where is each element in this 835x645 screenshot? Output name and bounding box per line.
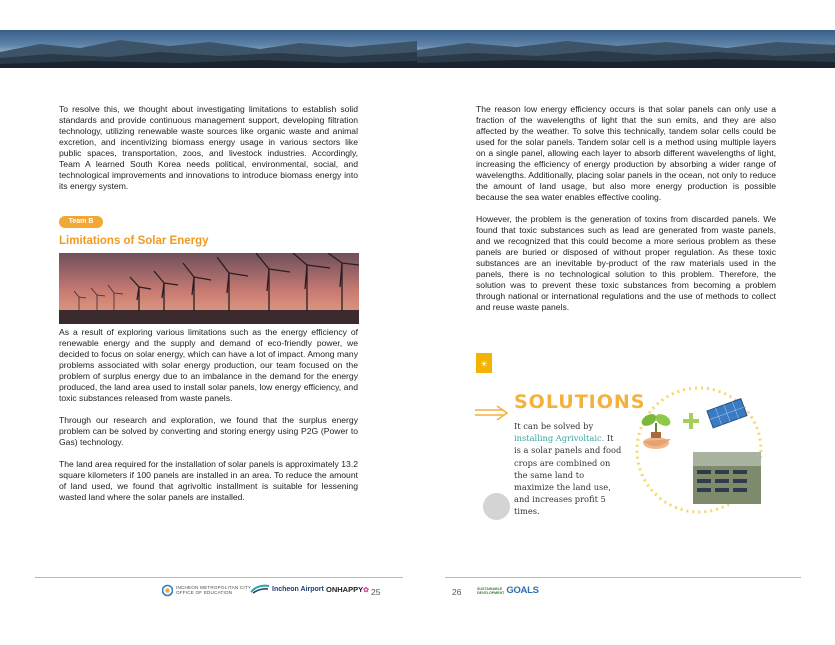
agrivoltaic-illustration (631, 375, 771, 520)
education-emblem-icon (162, 584, 173, 597)
solutions-text-start: It can be solved by (514, 421, 594, 431)
onhappy-logo-text: ONHAPPY (326, 585, 364, 594)
header-banner-left (0, 30, 417, 68)
right-body-text (476, 104, 776, 324)
sdg-small-line2: DEVELOPMENT (477, 590, 505, 595)
section-title: Limitations of Solar Energy (59, 235, 209, 247)
solutions-text (514, 420, 622, 518)
intro-paragraph: To resolve this, we thought about investigating limitations to establish solid standards and provide continuous management support, developing filtration technology, utilizing renewable waste sources like organic waste and animal excretion, and incentivizing biomass energy usage in various sectors like public spaces, transportation, zoos, and livestock industries. Accordingly, Team A learned South Korea needs political, environmental, social, and technological improvements and innovations to introduce biomass energy into its energy system. (59, 104, 358, 191)
sdg-7-sun-icon: ☀ (476, 353, 492, 373)
sdg-goals-text: GOALS (506, 585, 539, 596)
footer-divider-left (35, 577, 403, 578)
avatar (483, 493, 510, 520)
onhappy-logo (326, 585, 369, 594)
flower-icon: ✿ (363, 587, 369, 594)
arrow-right-icon (475, 405, 509, 421)
paragraph: However, the problem is the generation of toxins from discarded panels. We found that toxic substances such as lead are generated from waste panels, and we recognized that this could become a more serious problem as these panels are buried or disposed of without proper regulation. As these toxic substances are an inevitable by-product of the raw materials used in the panels, there is no technological solution to this problem. Therefore, the solution was to prevent these toxic substances from becoming a problem through national or international regulations and the use of methods to collect and reuse waste panels. (476, 214, 776, 312)
airport-swoosh-icon (250, 584, 270, 594)
wind-turbines-photo (59, 253, 359, 324)
solutions-text-end: It is a solar panels and food crops are combined on the same land to maximize the land use, and increases profit 5 times. (514, 433, 622, 517)
left-body-text (59, 327, 358, 514)
paragraph: As a result of exploring various limitations such as the energy efficiency of renewable energy and the supply and demand of eco-friendly power, we decided to focus on solar energy, which can have a lot of impact. Among many problems associated with solar energy production, our team focused on the problem of surplus energy due to an imbalance in the demand for the energy produced, the land area used to install solar panels, low energy efficiency, and toxic substances released from waste panels. (59, 327, 358, 403)
paragraph: Through our research and exploration, we found that the surplus energy problem can be solved by converting and storing energy using P2G (Power to Gas) technology. (59, 415, 358, 447)
education-logo-line2: OFFICE OF EDUCATION (176, 590, 233, 595)
footer-divider-right (445, 577, 801, 578)
header-banner-right (417, 30, 835, 68)
page-number-right: 26 (452, 587, 462, 597)
page-number-left: 25 (371, 587, 381, 597)
team-badge: Team B (59, 216, 103, 228)
solutions-card (471, 353, 771, 523)
paragraph: The reason low energy efficiency occurs is that solar panels can only use a fraction of the wavelengths of light that the sun emits, and they are also affected by the weather. To solve this technically, tandem solar cells could be used for the solar panels. Tandem solar cell is a method using multiple layers on a single panel, allowing each layer to absorb different wavelengths of light, increasing the efficiency of energy production by absorbing a wider range of wavelengths. Additionally, placing solar panels in the ocean, not only to reduce the amount of land usage, but also more energy production is possible because the sea water enables effective cooling. (476, 104, 776, 202)
airport-logo-text: Incheon Airport (272, 585, 324, 593)
left-intro-text (59, 104, 358, 203)
incheon-airport-logo (250, 584, 324, 594)
education-logo-line1: INCHEON METROPOLITAN CITY (176, 584, 252, 590)
education-office-logo (162, 582, 251, 598)
solutions-highlight: installing Agrivoltaic. (514, 433, 605, 444)
solutions-title: SOLUTIONS (514, 391, 646, 413)
sdg-goals-logo (477, 585, 539, 596)
paragraph: The land area required for the installation of solar panels is approximately 13.2 square kilometers if 100 panels are installed in an area. To reduce the amount of land used, we found that agrivoltic installment is suitable for lessening wasted land where the solar panels are installed. (59, 459, 358, 502)
sdg-small-line1: SUSTAINABLE (477, 586, 503, 591)
